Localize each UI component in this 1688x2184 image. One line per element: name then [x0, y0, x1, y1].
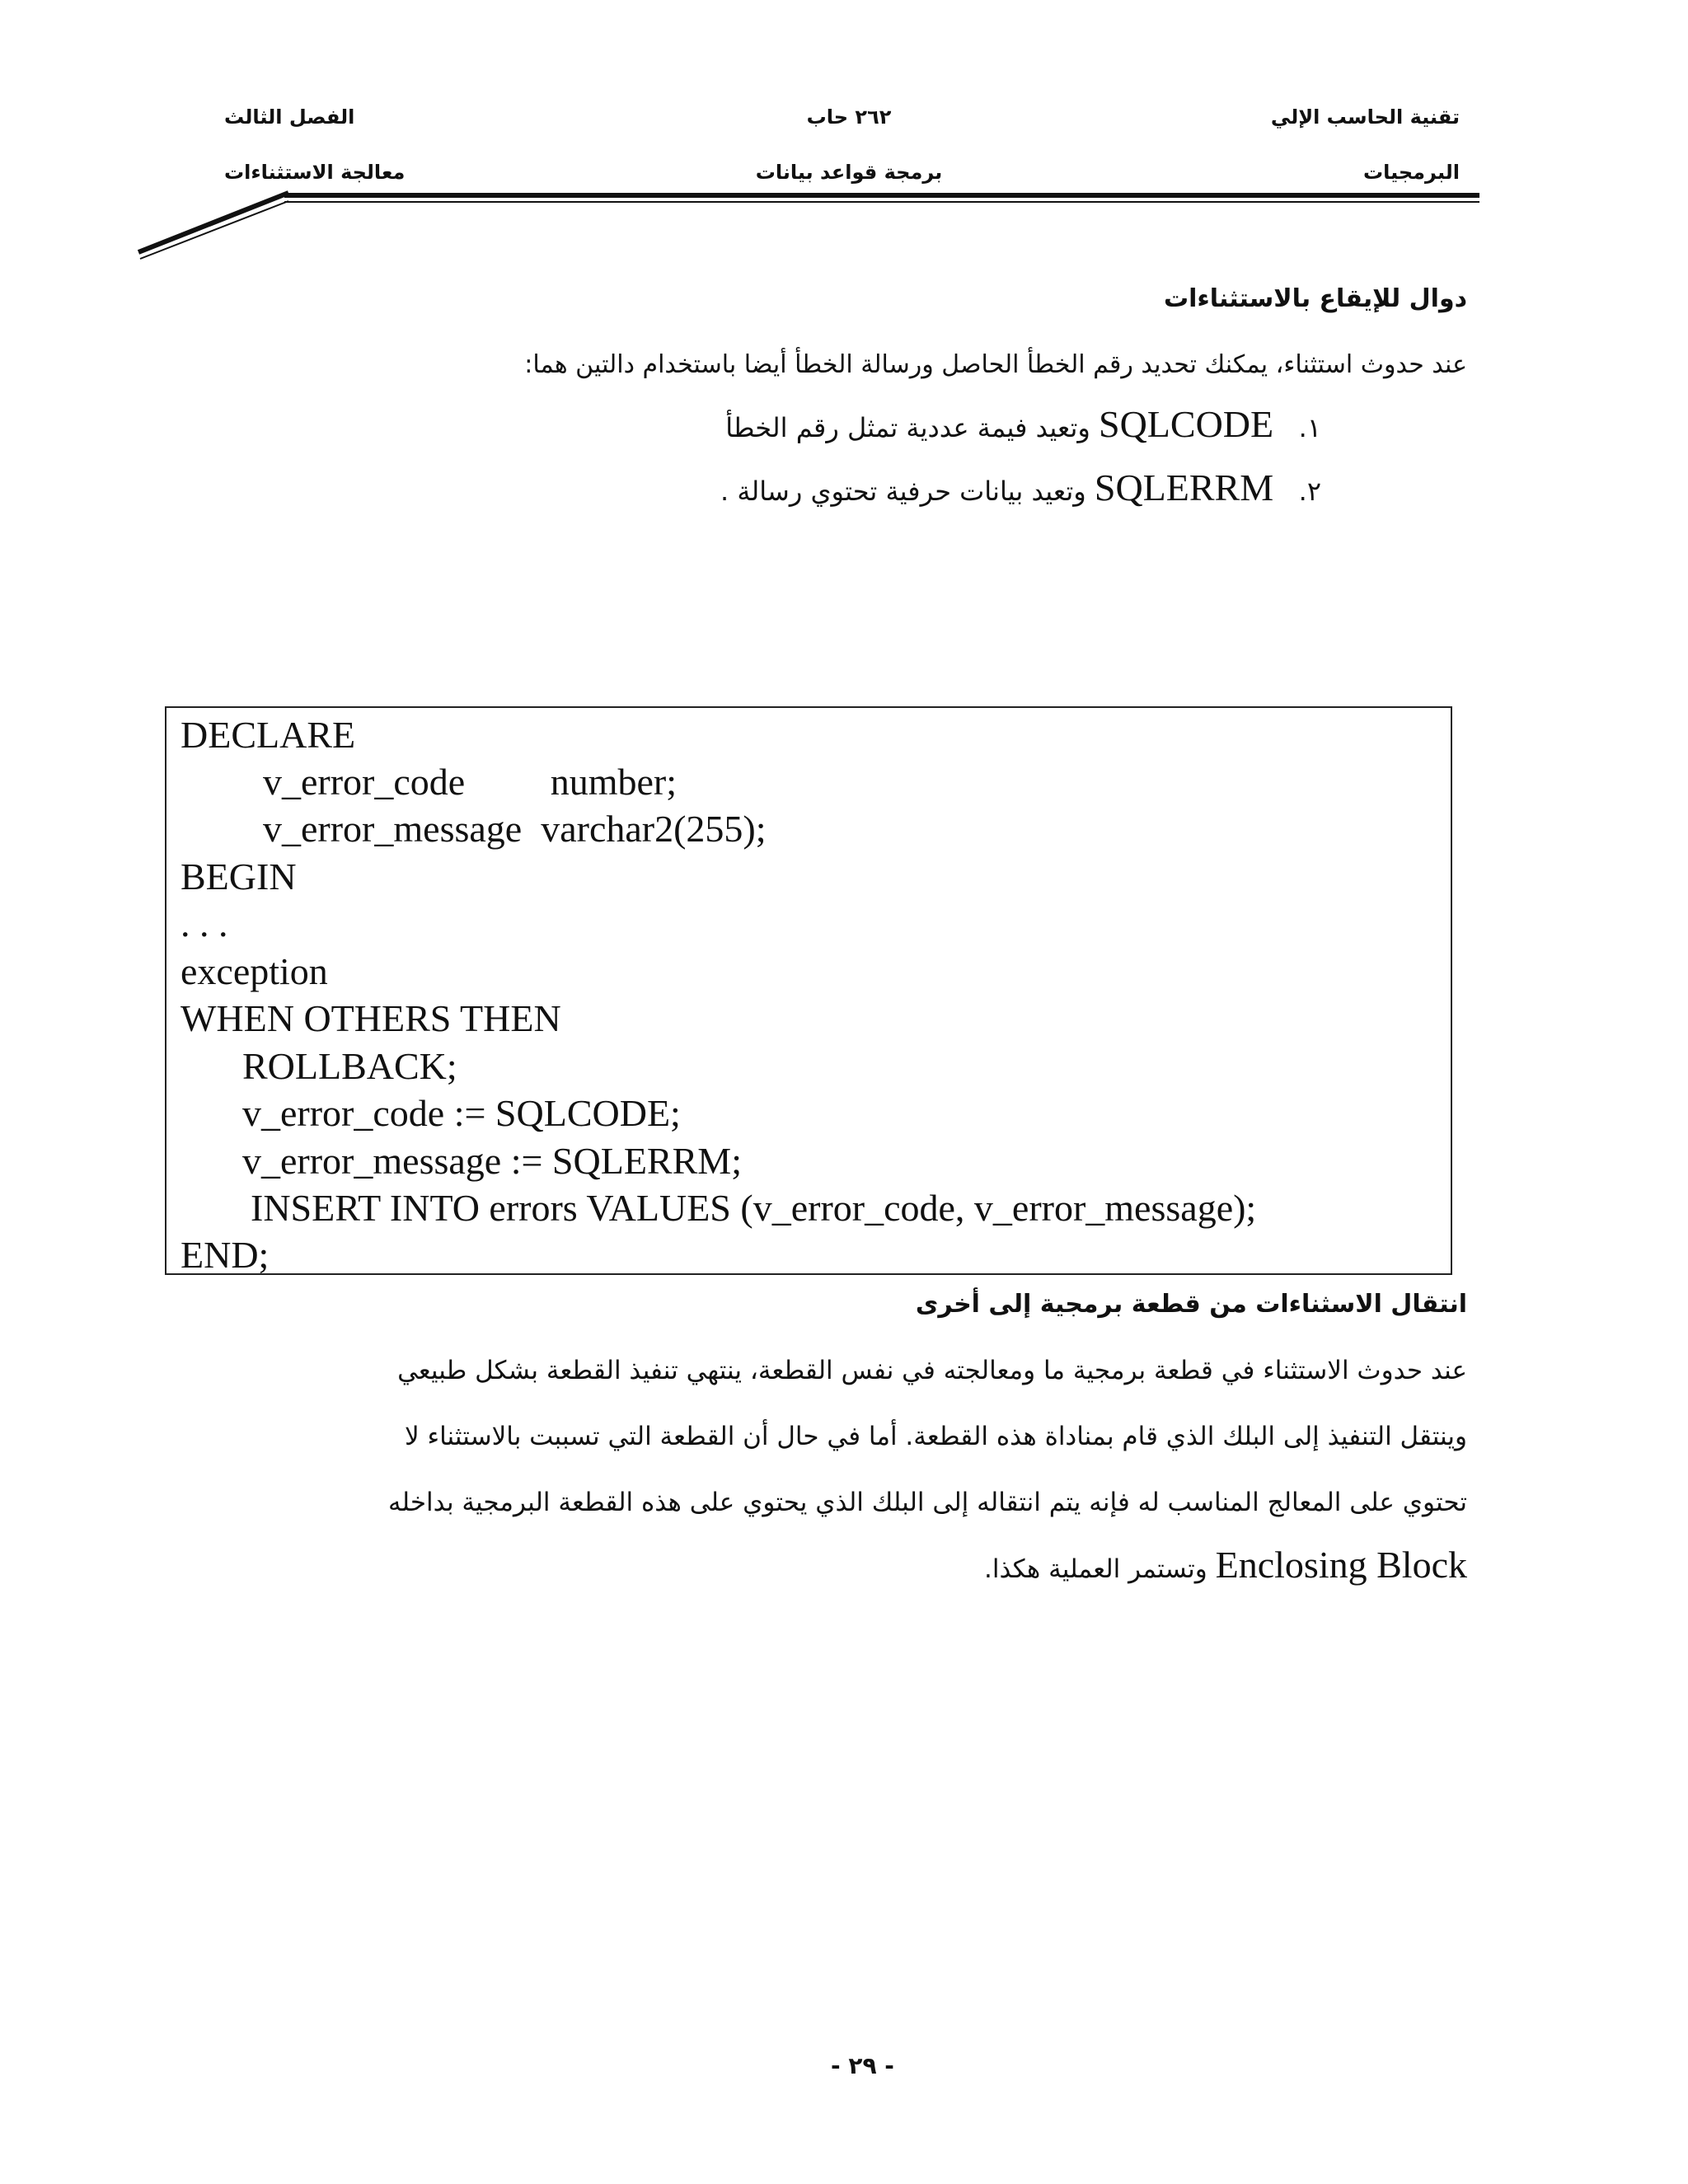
list-item-text: وتعيد فيمة عددية تمثل رقم الخطأ	[725, 412, 1090, 443]
code-line: v_error_message := SQLERRM;	[242, 1140, 742, 1182]
list-item-keyword: SQLCODE	[1099, 403, 1274, 445]
code-line: v_error_code := SQLCODE;	[242, 1092, 681, 1134]
paragraph-line: عند حدوث الاستثناء في قطعة برمجية ما ومعالجته في نفس القطعة، ينتهي تنفيذ القطعة بشكل طبيعي	[397, 1356, 1467, 1385]
header-slash-decoration	[132, 188, 297, 262]
section-intro-paragraph: عند حدوث استثناء، يمكنك تحديد رقم الخطأ الحاصل ورسالة الخطأ أيضا باستخدام دالتين هما:	[524, 350, 1467, 379]
list-item-text: وتعيد بيانات حرفية تحتوي رسالة .	[720, 476, 1086, 507]
enclosing-block-term: Enclosing Block	[1215, 1544, 1467, 1586]
page-number: - ٢٩ -	[831, 2052, 894, 2079]
list-item-sqlcode	[725, 402, 1321, 446]
list-item-keyword: SQLERRM	[1094, 466, 1274, 509]
code-line: ROLLBACK;	[242, 1045, 457, 1087]
code-line: . . .	[181, 902, 228, 944]
header-course-code: ٢٦٢ حاب	[806, 105, 892, 129]
section-heading-exception-propagation: انتقال الاسثناءات من قطعة برمجية إلى أخرى	[915, 1290, 1467, 1319]
code-line: INSERT INTO errors VALUES (v_error_code, v_error_message);	[251, 1187, 1257, 1229]
header-course-title: تقنية الحاسب الإلي	[1270, 105, 1460, 129]
code-line: DECLARE	[181, 714, 356, 756]
code-block	[165, 706, 1452, 1275]
code-line: v_error_code number;	[263, 761, 678, 803]
paragraph-last-line	[984, 1543, 1467, 1586]
header-chapter: الفصل الثالث	[224, 105, 355, 129]
header-rule-thick	[284, 193, 1479, 198]
paragraph-line: وينتقل التنفيذ إلى البلك الذي قام بمناداة هذه القطعة. أما في حال أن القطعة التي تسببت بالاستثناء لا	[404, 1422, 1467, 1451]
header-department: البرمجيات	[1362, 161, 1460, 184]
paragraph-last-line-text: وتستمر العملية هكذا.	[984, 1554, 1207, 1584]
code-line: v_error_message varchar2(255);	[263, 808, 767, 850]
list-item-number: ٢.	[1298, 476, 1321, 507]
paragraph-line: تحتوي على المعالج المناسب له فإنه يتم انتقاله إلى البلك الذي يحتوي على هذه القطعة البرمجية بداخله	[388, 1488, 1467, 1517]
header-rule-thin	[284, 201, 1479, 203]
header-course-name: برمجة قواعد بيانات	[755, 161, 943, 184]
code-line: BEGIN	[181, 855, 297, 898]
list-item-number: ١.	[1298, 412, 1321, 443]
list-item-sqlerrm	[720, 466, 1321, 509]
code-line: exception	[181, 950, 328, 992]
header-chapter-title: معالجة الاستثناءات	[224, 161, 406, 184]
section-heading-exception-functions: دوال للإيقاع بالاستثناءات	[1163, 284, 1467, 313]
code-line: END;	[181, 1234, 270, 1276]
code-line: WHEN OTHERS THEN	[181, 997, 561, 1039]
